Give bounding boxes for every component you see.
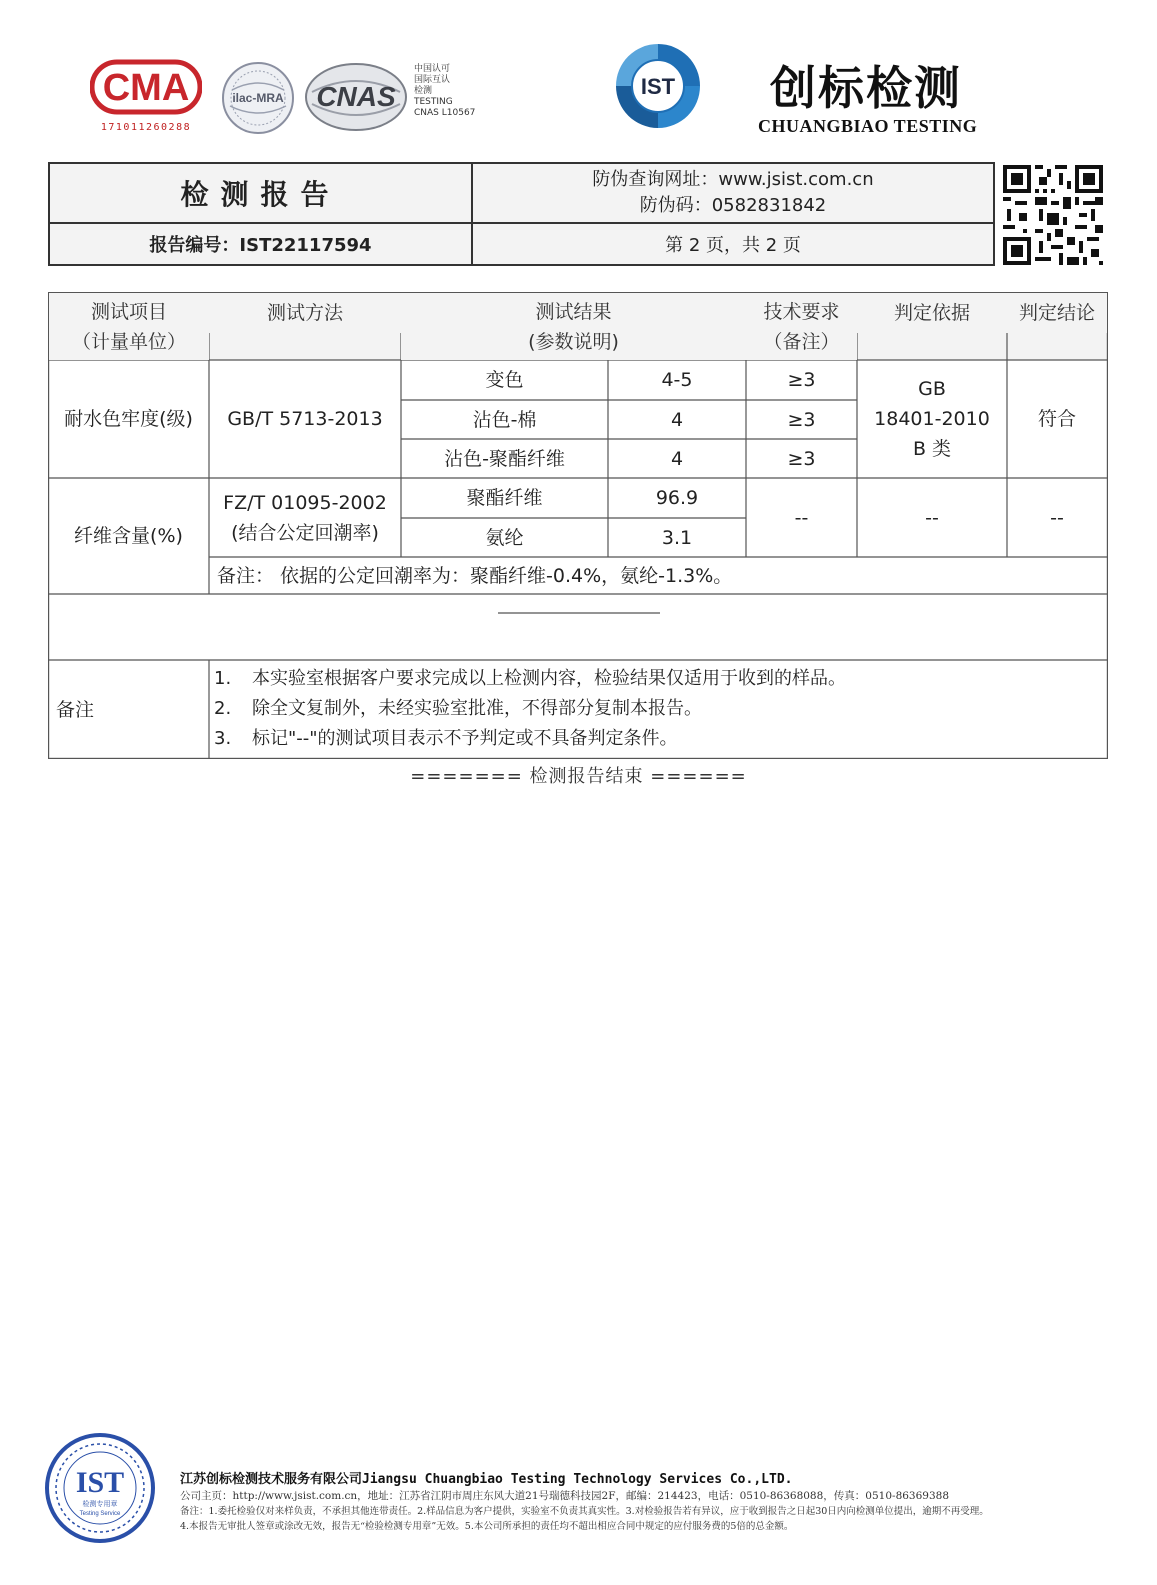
footer-note-1: 备注：1.委托检验仅对来样负责，不承担其他连带责任。2.样品信息为客户提供，实验室不负责其真实性。3.对检验报告若有异议，应于收到报告之日起30日内向检测单位提出，逾期不再受理。 — [180, 1506, 989, 1517]
ilac-mra-logo — [220, 60, 296, 136]
cma-number: 171011260288 — [100, 122, 192, 133]
svg-text:CMA: CMA — [102, 67, 190, 109]
param-cell: 沾色-棉 — [472, 408, 537, 431]
svg-text:检测专用章: 检测专用章 — [82, 1500, 118, 1508]
value-cell: 4 — [670, 447, 684, 470]
notes-list — [214, 664, 1094, 754]
report-title: 检测报告 — [50, 164, 473, 224]
col-header-conclusion: 判定结论 — [1007, 293, 1107, 333]
brand-name-cn: 创标检测 — [770, 61, 962, 115]
notes-label: 备注 — [56, 698, 95, 721]
value-cell: 4 — [670, 408, 684, 431]
fiber-remark: 备注： 依据的公定回潮率为：聚酯纤维-0.4%，氨纶-1.3%。 — [217, 564, 733, 587]
footer-note-2: 4.本报告无审批人签章或涂改无效，报告无“检验检测专用章”无效。5.本公司所承担的责任均不超出相应合同中规定的应付服务费的5倍的总金额。 — [180, 1521, 794, 1532]
col-header-method: 测试方法 — [209, 293, 401, 333]
basis-water-fastness: GB 18401-2010 B 类 — [874, 378, 990, 460]
footer-address: 公司主页：http://www.jsist.com.cn，地址：江苏省江阴市周庄东风大道21号瑞德科技园2F，邮编：214423，电话：0510-86368088，传真：0510-86369388 — [180, 1490, 950, 1502]
anti-fake-info — [473, 164, 993, 224]
list-item: 3. 标记"--"的测试项目表示不予判定或不具备判定条件。 — [214, 728, 678, 749]
svg-text:ilac-MRA: ilac-MRA — [232, 91, 284, 105]
cnas-caption: 中国认可 国际互认 检测 TESTING CNAS L10567 — [414, 64, 476, 118]
param-cell: 氨纶 — [485, 526, 524, 549]
col-header-item: 测试项目 （计量单位） — [49, 293, 209, 360]
qr-code-icon[interactable] — [1003, 165, 1103, 265]
value-cell: 4-5 — [661, 369, 693, 391]
svg-text:IST: IST — [640, 74, 676, 99]
ist-logo — [612, 40, 704, 132]
col-header-result: 测试结果 (参数说明) — [401, 293, 746, 360]
param-cell: 变色 — [485, 369, 524, 391]
svg-text:CNAS: CNAS — [316, 81, 396, 112]
svg-text:IST: IST — [75, 1466, 125, 1499]
cma-logo — [90, 58, 202, 138]
conclusion-fiber: -- — [1050, 506, 1064, 529]
verify-code: 防伪码：0582831842 — [639, 195, 827, 216]
method-fiber-content: FZ/T 01095-2002 (结合公定回潮率) — [223, 491, 387, 544]
brand-name-en: CHUANGBIAO TESTING — [758, 116, 978, 136]
cma-mark — [90, 58, 202, 116]
report-header-box — [48, 162, 995, 266]
footer-company: 江苏创标检测技术服务有限公司Jiangsu Chuangbiao Testing Technology Services Co.,LTD. — [180, 1472, 793, 1487]
report-number: 报告编号：IST22117594 — [50, 224, 473, 264]
value-cell: 96.9 — [655, 487, 699, 509]
value-cell: 3.1 — [661, 526, 693, 549]
verify-url: 防伪查询网址：www.jsist.com.cn — [592, 169, 874, 190]
cnas-logo — [304, 62, 408, 132]
requirement-cell: ≥3 — [787, 447, 816, 470]
svg-text:Testing Service: Testing Service — [79, 1511, 121, 1517]
results-table — [48, 292, 1108, 759]
requirement-cell: ≥3 — [787, 369, 816, 391]
requirement-cell: ≥3 — [787, 408, 816, 431]
list-item: 1. 本实验室根据客户要求完成以上检测内容，检验结果仅适用于收到的样品。 — [214, 668, 846, 689]
basis-fiber: -- — [925, 506, 939, 529]
param-cell: 聚酯纤维 — [466, 487, 543, 509]
col-header-requirement: 技术要求 （备注） — [746, 293, 857, 360]
param-cell: 沾色-聚酯纤维 — [444, 447, 565, 470]
item-fiber-content: 纤维含量(%) — [74, 525, 183, 547]
report-end-marker: ======= 检测报告结束 ====== — [410, 766, 747, 787]
conclusion-water-fastness: 符合 — [1037, 408, 1076, 430]
page-indicator: 第 2 页，共 2 页 — [473, 224, 993, 264]
list-item: 2. 除全文复制外，未经实验室批准，不得部分复制本报告。 — [214, 698, 702, 719]
ist-stamp-seal — [44, 1432, 156, 1544]
method-water-fastness: GB/T 5713-2013 — [227, 408, 383, 430]
col-header-basis: 判定依据 — [857, 293, 1007, 333]
item-water-fastness: 耐水色牢度(级) — [64, 408, 193, 430]
requirement-fiber: -- — [794, 506, 809, 529]
